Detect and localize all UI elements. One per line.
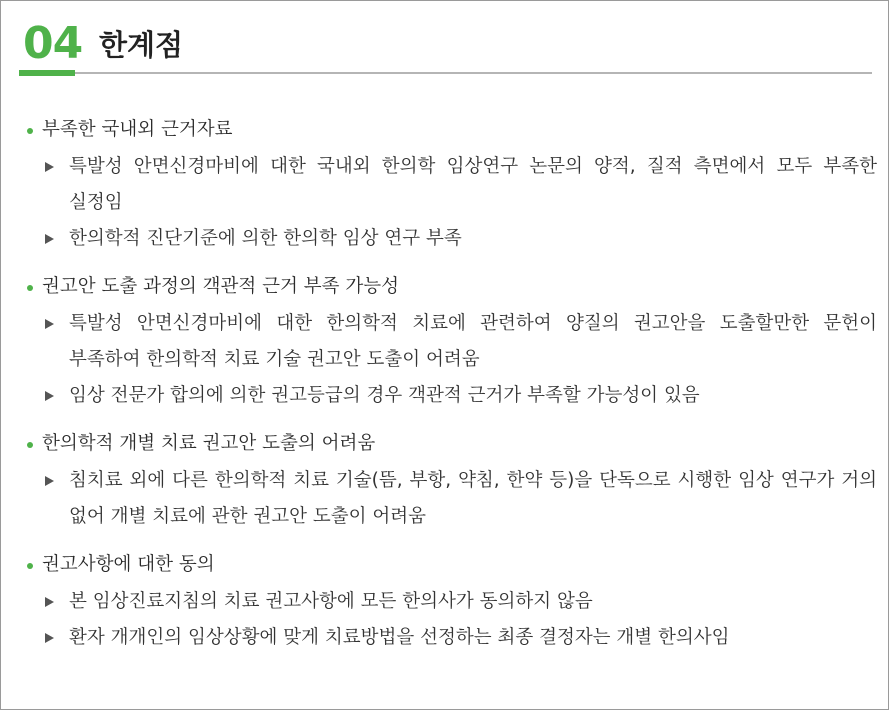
header-rule-accent bbox=[19, 70, 75, 76]
limitation-group bbox=[27, 272, 877, 414]
limitation-heading-row bbox=[27, 272, 877, 302]
triangle-bullet-icon bbox=[45, 162, 54, 172]
section-header bbox=[19, 15, 872, 77]
limitation-heading-row bbox=[27, 115, 877, 145]
section-title: 한계점 bbox=[99, 28, 184, 62]
limitation-item bbox=[45, 306, 877, 378]
limitation-heading-row bbox=[27, 429, 877, 459]
triangle-bullet-icon bbox=[45, 319, 54, 329]
limitation-item-text: 한의학적 진단기준에 의한 한의학 임상 연구 부족 bbox=[69, 228, 462, 249]
limitation-item-text: 특발성 안면신경마비에 대한 국내외 한의학 임상연구 논문의 양적, 질적 측면에서 모두 부족한 실정임 bbox=[69, 156, 877, 213]
limitation-item bbox=[45, 149, 877, 221]
limitation-heading: 한의학적 개별 치료 권고안 도출의 어려움 bbox=[42, 433, 376, 454]
limitation-item-text: 임상 전문가 합의에 의한 권고등급의 경우 객관적 근거가 부족할 가능성이 있음 bbox=[69, 385, 700, 406]
limitation-item bbox=[45, 378, 877, 414]
limitation-item-text: 특발성 안면신경마비에 대한 한의학적 치료에 관련하여 양질의 권고안을 도출할만한 문헌이 부족하여 한의학적 치료 기술 권고안 도출이 어려움 bbox=[69, 313, 877, 370]
triangle-bullet-icon bbox=[45, 597, 54, 607]
limitation-heading: 부족한 국내외 근거자료 bbox=[42, 119, 233, 140]
limitations-list bbox=[27, 115, 877, 671]
limitation-heading: 권고사항에 대한 동의 bbox=[42, 554, 215, 575]
limitation-item-text: 본 임상진료지침의 치료 권고사항에 모든 한의사가 동의하지 않음 bbox=[69, 591, 593, 612]
triangle-bullet-icon bbox=[45, 633, 54, 643]
limitation-item-text: 환자 개개인의 임상상황에 맞게 치료방법을 선정하는 최종 결정자는 개별 한의사임 bbox=[69, 627, 730, 648]
header-rule bbox=[19, 72, 872, 74]
limitation-group bbox=[27, 550, 877, 656]
triangle-bullet-icon bbox=[45, 476, 54, 486]
bullet-dot-icon bbox=[27, 563, 33, 569]
bullet-dot-icon bbox=[27, 442, 33, 448]
limitation-item bbox=[45, 463, 877, 535]
triangle-bullet-icon bbox=[45, 391, 54, 401]
limitation-heading: 권고안 도출 과정의 객관적 근거 부족 가능성 bbox=[42, 276, 399, 297]
limitation-group bbox=[27, 429, 877, 535]
limitation-heading-row bbox=[27, 550, 877, 580]
triangle-bullet-icon bbox=[45, 234, 54, 244]
limitation-item-text: 침치료 외에 다른 한의학적 치료 기술(뜸, 부항, 약침, 한약 등)을 단독으로 시행한 임상 연구가 거의 없어 개별 치료에 관한 권고안 도출이 어려움 bbox=[69, 470, 877, 527]
limitation-item bbox=[45, 584, 877, 620]
bullet-dot-icon bbox=[27, 128, 33, 134]
limitation-group bbox=[27, 115, 877, 257]
limitation-item bbox=[45, 221, 877, 257]
section-number: 04 bbox=[23, 18, 83, 69]
bullet-dot-icon bbox=[27, 285, 33, 291]
limitation-item bbox=[45, 620, 877, 656]
